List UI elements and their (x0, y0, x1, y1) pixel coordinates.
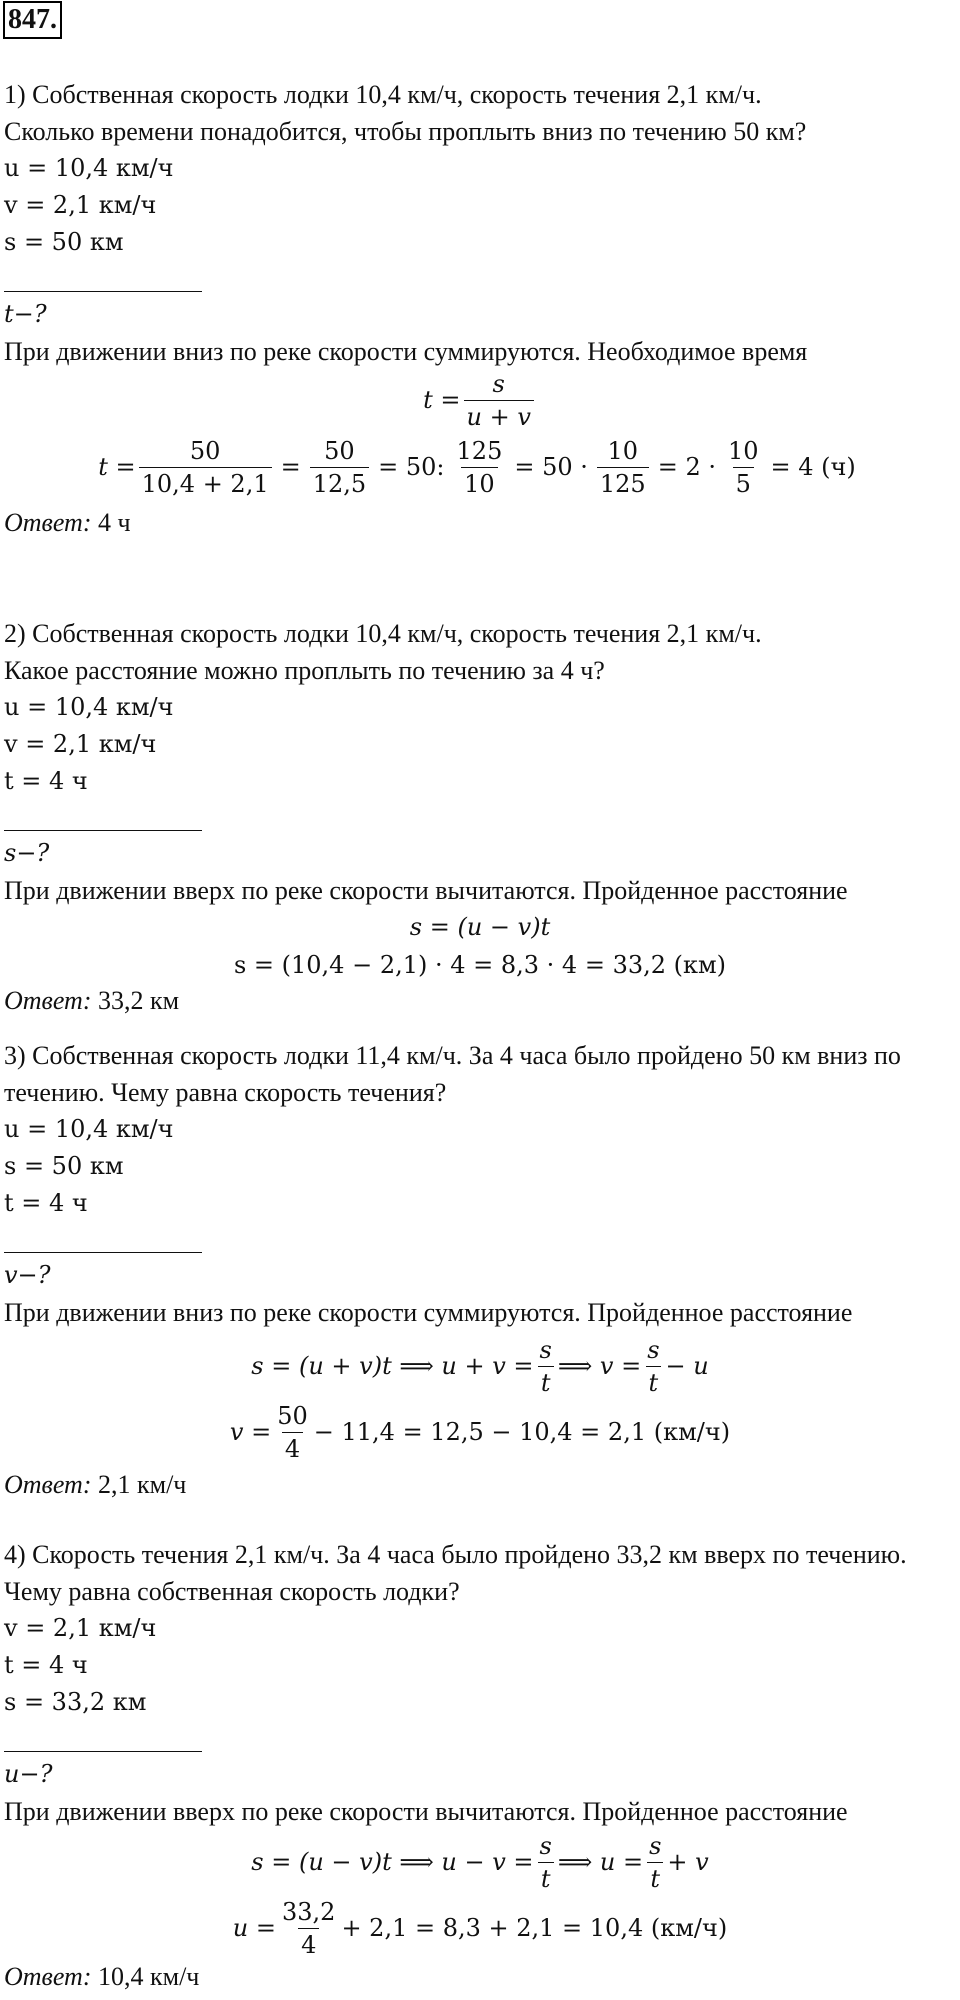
part-4-calculation (0, 1896, 960, 1960)
part-1-divider (4, 291, 202, 292)
part-4-statement-line-1: 4) Скорость течения 2,1 км/ч. За 4 часа было пройдено 33,2 км вверх по течению. (4, 1540, 907, 1569)
part-1-given-u: u = 10,4 км/ч (4, 154, 174, 182)
calc-result: = 4 (ч) (770, 453, 856, 481)
calc-lhs: v = (229, 1418, 272, 1446)
answer-value: 2,1 км/ч (97, 1470, 187, 1499)
fraction-denominator: 10 (461, 467, 498, 498)
part-3-given-s: s = 50 км (4, 1152, 124, 1180)
calc-text: s = (10,4 − 2,1) · 4 = 8,3 · 4 = 33,2 (км) (233, 951, 727, 979)
calc-fraction-4 (597, 437, 649, 498)
part-3-divider (4, 1252, 202, 1253)
calc-equals: = (280, 453, 301, 481)
calc-step: = 50: (378, 453, 445, 481)
part-4-given-s: s = 33,2 км (4, 1688, 147, 1716)
part-2-statement-line-2: Какое расстояние можно проплыть по течению за 4 ч? (4, 656, 605, 685)
formula-part: ⟹ u = (557, 1848, 644, 1876)
formula-text: s = (u − v)t (409, 913, 551, 941)
answer-label: Ответ: (4, 508, 92, 537)
fraction-denominator: t (647, 1862, 663, 1893)
calc-step: = 50 · (514, 453, 588, 481)
part-4-answer (4, 1962, 199, 1992)
fraction-denominator: 10,4 + 2,1 (139, 467, 272, 498)
formula-fraction-1 (537, 1832, 555, 1893)
part-4-statement-line-2: Чему равна собственная скорость лодки? (4, 1577, 460, 1606)
part-2-given-v: v = 2,1 км/ч (4, 730, 157, 758)
calc-rest: − 11,4 = 12,5 − 10,4 = 2,1 (км/ч) (313, 1418, 731, 1446)
calc-fraction-2 (310, 437, 369, 498)
formula-lhs: t = (423, 386, 461, 414)
fraction-numerator: 33,2 (282, 1897, 336, 1926)
part-4-given-v: v = 2,1 км/ч (4, 1614, 157, 1642)
calc-lhs: u = (232, 1914, 276, 1942)
calc-fraction-3 (454, 437, 506, 498)
part-1-formula (0, 368, 960, 432)
fraction-denominator: t (646, 1366, 662, 1397)
fraction-numerator: s (647, 1335, 660, 1364)
problem-number: 847. (3, 1, 62, 39)
formula-fraction-2 (646, 1832, 664, 1893)
calc-fraction-1 (139, 437, 272, 498)
formula-part: − u (665, 1352, 709, 1380)
part-2-divider (4, 830, 202, 831)
fraction-numerator: 10 (607, 436, 639, 465)
calc-fraction (274, 1402, 311, 1463)
part-3-statement-line-2: течению. Чему равна скорость течения? (4, 1078, 447, 1107)
fraction-denominator: u + v (464, 400, 534, 431)
part-4-formula (0, 1830, 960, 1894)
fraction-denominator: 125 (597, 467, 649, 498)
part-2-given-u: u = 10,4 км/ч (4, 693, 174, 721)
fraction-denominator: t (538, 1366, 554, 1397)
part-4-find: u−? (4, 1760, 53, 1788)
fraction-denominator: 4 (282, 1432, 303, 1463)
calc-lhs: t = (98, 453, 136, 481)
part-2-formula (0, 910, 960, 944)
part-1-statement-line-2: Сколько времени понадобится, чтобы проплыть вниз по течению 50 км? (4, 117, 807, 146)
answer-label: Ответ: (4, 1470, 92, 1499)
part-1-explanation: При движении вниз по реке скорости суммируются. Необходимое время (4, 337, 808, 366)
part-3-answer (4, 1470, 186, 1500)
part-1-given-v: v = 2,1 км/ч (4, 191, 157, 219)
fraction-numerator: 10 (727, 436, 759, 465)
part-4-explanation: При движении вверх по реке скорости вычитаются. Пройденное расстояние (4, 1797, 848, 1826)
fraction-numerator: s (539, 1831, 552, 1860)
fraction-numerator: 125 (456, 436, 503, 465)
fraction-numerator: 50 (324, 436, 355, 465)
part-3-statement-line-1: 3) Собственная скорость лодки 11,4 км/ч. За 4 часа было пройдено 50 км вниз по (4, 1041, 901, 1070)
formula-fraction (464, 370, 534, 431)
part-2-given-t: t = 4 ч (4, 767, 88, 795)
fraction-numerator: 50 (277, 1401, 308, 1430)
part-3-formula (0, 1334, 960, 1398)
calc-fraction-5 (725, 437, 762, 498)
fraction-numerator: s (649, 1831, 662, 1860)
part-4-divider (4, 1751, 202, 1752)
part-4-given-t: t = 4 ч (4, 1651, 88, 1679)
formula-part: s = (u − v)t ⟹ u − v = (251, 1848, 534, 1876)
formula-part: s = (u + v)t ⟹ u + v = (251, 1352, 534, 1380)
part-1-answer (4, 508, 131, 538)
calc-step: = 2 · (657, 453, 716, 481)
part-3-given-t: t = 4 ч (4, 1189, 88, 1217)
formula-part: + v (667, 1848, 709, 1876)
part-1-statement-line-1: 1) Собственная скорость лодки 10,4 км/ч, скорость течения 2,1 км/ч. (4, 80, 762, 109)
fraction-denominator: 4 (298, 1928, 319, 1959)
part-3-calculation (0, 1400, 960, 1464)
fraction-numerator: s (539, 1335, 552, 1364)
fraction-denominator: 5 (733, 467, 754, 498)
part-2-statement-line-1: 2) Собственная скорость лодки 10,4 км/ч, скорость течения 2,1 км/ч. (4, 619, 762, 648)
part-2-calculation (0, 948, 960, 982)
part-1-given-s: s = 50 км (4, 228, 124, 256)
formula-fraction-1 (537, 1336, 555, 1397)
part-2-explanation: При движении вверх по реке скорости вычитаются. Пройденное расстояние (4, 876, 848, 905)
part-3-explanation: При движении вниз по реке скорости суммируются. Пройденное расстояние (4, 1298, 853, 1327)
answer-value: 4 ч (97, 508, 131, 537)
answer-label: Ответ: (4, 1962, 92, 1991)
fraction-numerator: 50 (189, 436, 221, 465)
part-2-answer (4, 986, 179, 1016)
part-3-given-u: u = 10,4 км/ч (4, 1115, 174, 1143)
calc-fraction (279, 1898, 338, 1959)
part-1-find: t−? (4, 300, 47, 328)
fraction-numerator: s (492, 369, 505, 398)
part-3-find: v−? (4, 1261, 51, 1289)
answer-label: Ответ: (4, 986, 92, 1015)
part-1-calculation (0, 435, 960, 499)
part-2-find: s−? (4, 839, 50, 867)
fraction-denominator: 12,5 (310, 467, 369, 498)
calc-rest: + 2,1 = 8,3 + 2,1 = 10,4 (км/ч) (341, 1914, 728, 1942)
answer-value: 10,4 км/ч (97, 1962, 200, 1991)
formula-part: ⟹ v = (557, 1352, 642, 1380)
formula-fraction-2 (644, 1336, 662, 1397)
answer-value: 33,2 км (97, 986, 180, 1015)
fraction-denominator: t (538, 1862, 554, 1893)
